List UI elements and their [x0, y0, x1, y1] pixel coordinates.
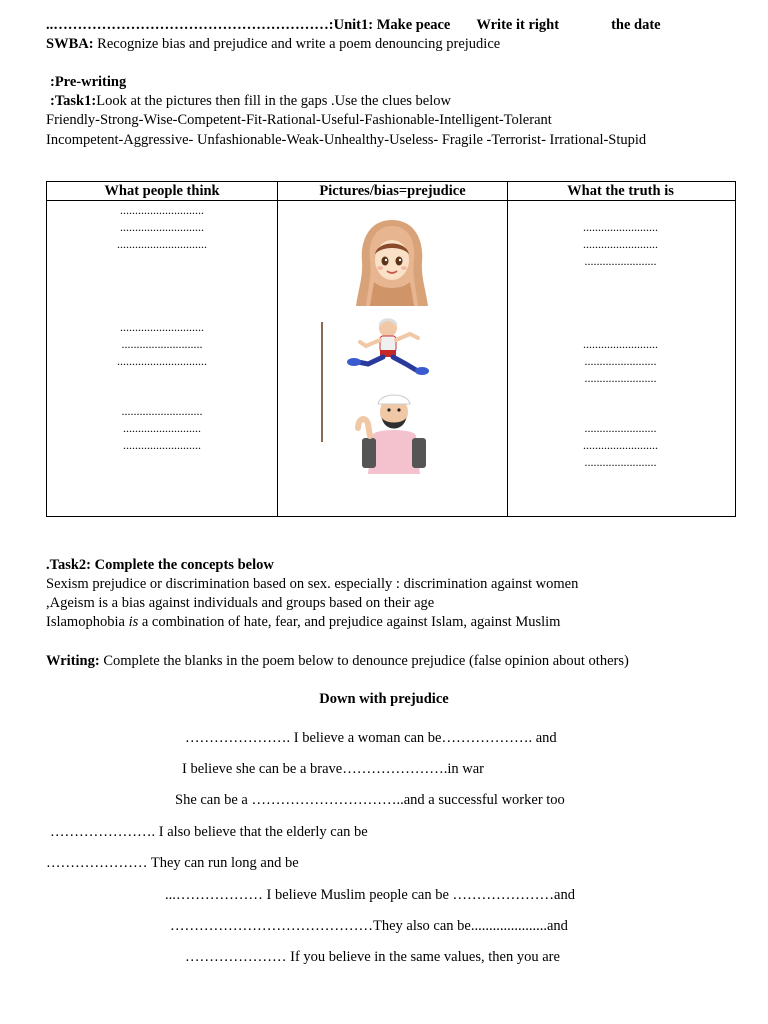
write-it-right: Write it right — [476, 17, 560, 33]
unit-title: Unit1: Make peace — [333, 17, 451, 33]
hijab-woman-picture — [352, 216, 432, 308]
poem-line-1: …………………. I believe a woman can be………………. and — [185, 730, 557, 746]
task1-line — [50, 92, 451, 110]
column-pictures — [277, 182, 508, 516]
header-what-people-think: What people think — [47, 182, 277, 201]
header-dots: ..…………………………………………………: — [46, 17, 334, 33]
clues-line-2: Incompetent-Aggressive- Unfashionable-Weak-Unhealthy-Useless- Fragile -Terrorist- Irrational-Stupid — [46, 132, 647, 148]
poem-line-3: She can be a …………………………..and a successful worker too — [175, 792, 565, 808]
swba-label: SWBA: — [46, 36, 94, 52]
poem-line-8: ………………… If you believe in the same values, then you are — [185, 949, 560, 965]
right-blanks-2: ......................... ........................ ........................ — [583, 337, 658, 385]
task1-text: Look at the pictures then fill in the gaps .Use the clues below — [96, 93, 451, 109]
task1-table — [46, 181, 736, 517]
muslim-man-picture — [352, 388, 436, 474]
swba-line — [46, 35, 500, 53]
poem-line-5: ………………… They can run long and be — [46, 855, 299, 871]
swba-text: Recognize bias and prejudice and write a poem denouncing prejudice — [93, 36, 501, 52]
clues-line-1: Friendly-Strong-Wise-Competent-Fit-Rational-Useful-Fashionable-Intelligent-Tolerant — [46, 112, 552, 128]
right-blanks-3: ........................ ......................... ........................ — [583, 421, 658, 469]
date-label: the date — [611, 17, 661, 33]
header-line — [46, 16, 661, 34]
column-what-people-think — [47, 182, 277, 516]
left-blanks-3: ........................... .......................... .......................... — [121, 404, 203, 452]
task1-label: :Task1: — [50, 93, 97, 109]
right-blanks-1: ......................... ......................... ........................ — [583, 220, 658, 268]
left-blanks-1: ............................ ............................ .............................. — [117, 203, 207, 251]
task2-title: .Task2: Complete the concepts below — [46, 557, 274, 573]
header-pictures: Pictures/bias=prejudice — [278, 182, 507, 201]
poem-line-2: I believe she can be a brave………………….in war — [182, 761, 484, 777]
poem-line-6: ...……………… I believe Muslim people can be …………………and — [165, 887, 575, 903]
writing-label: Writing: — [46, 653, 100, 669]
sexism-definition: Sexism prejudice or discrimination based on sex. especially : discrimination against women — [46, 576, 579, 592]
running-elderly-man-picture — [338, 316, 438, 376]
writing-instruction — [46, 652, 629, 670]
poem-line-4: …………………. I also believe that the elderly can be — [50, 824, 368, 840]
prewriting-heading: :Pre-writing — [50, 74, 127, 90]
left-blanks-2: ............................ ........................... .............................. — [117, 320, 207, 368]
column-what-the-truth-is — [506, 182, 735, 516]
islamophobia-definition: Islamophobia is a combination of hate, fear, and prejudice against Islam, against Muslim — [46, 614, 561, 630]
poem-title: Down with prejudice — [319, 691, 449, 707]
header-what-the-truth-is: What the truth is — [506, 182, 735, 201]
divider-stroke — [321, 322, 323, 442]
ageism-definition: ,Ageism is a bias against individuals and groups based on their age — [46, 595, 435, 611]
poem-line-7: ……………………………………They also can be.....................and — [170, 918, 568, 934]
writing-text: Complete the blanks in the poem below to denounce prejudice (false opinion about others) — [99, 653, 629, 669]
